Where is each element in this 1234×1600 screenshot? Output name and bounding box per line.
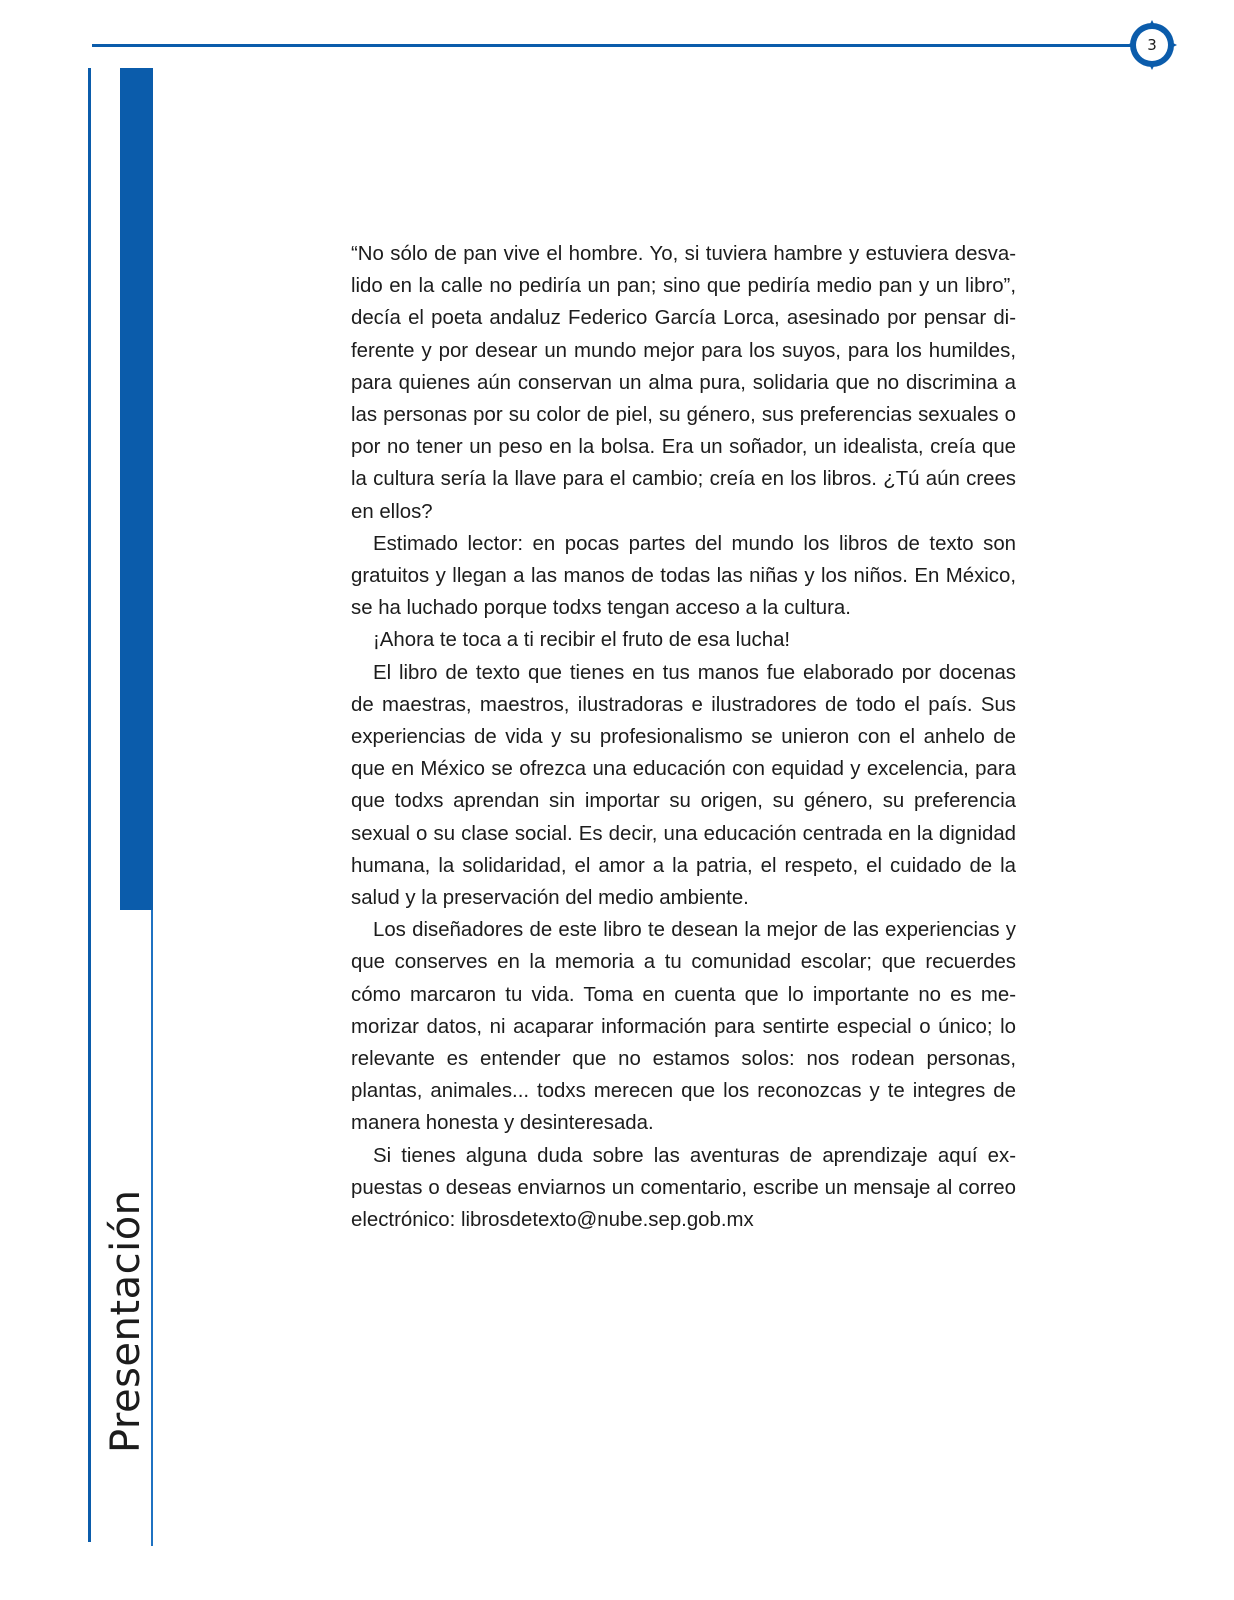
header-rule xyxy=(92,44,1132,47)
section-band-line xyxy=(151,910,153,1546)
section-color-band xyxy=(120,68,153,910)
paragraph: “No sólo de pan vive el hombre. Yo, si tuviera hambre y estuviera desvalido en la calle no pediría un pan; sino que pediría medio pan y un libro”, decía el poeta andaluz Federico García Lorca, asesinado por pensar diferente y por desear un mundo mejor para los suyos, para los humildes, para quienes aún conservan un alma pura, solidaria que no discrimina a las personas por su color de piel, su género, sus preferencias sexuales o por no tener un peso en la bolsa. Era un soñador, un idealista, creía que la cultura sería la llave para el cambio; creía en los libros. ¿Tú aún crees en ellos? xyxy=(351,243,1016,523)
paragraph: El libro de texto que tienes en tus manos fue elaborado por docenas de maestras, maestros, ilustradoras e ilustradores de todo el país. Sus experiencias de vida y su profesionalismo se unieron con el anhelo de que en México se ofrezca una educación con equidad y excelencia, para que todxs aprendan sin importar su origen, su género, su preferencia sexual o su clase social. Es decir, una educación centrada en la dignidad humana, la solidaridad, el amor a la patria, el respeto, el cuidado de la salud y la preservación del medio ambiente. xyxy=(351,661,1016,910)
page-number: 3 xyxy=(1147,36,1157,54)
presentation-body xyxy=(351,238,1016,1236)
paragraph: ¡Ahora te toca a ti recibir el fruto de esa lucha! xyxy=(373,629,791,652)
paragraph: Los diseñadores de este libro te desean la mejor de las experiencias y que conserves en la memoria a tu comunidad escolar; que recuerdes cómo marcaron tu vida. Toma en cuenta que lo importante no es memorizar datos, ni acaparar información para sentirte especial o único; lo relevante es entender que no estamos solos: nos rodean personas, plantas, animales... todxs merecen que los reconozcas y te integres de manera honesta y desinteresada. xyxy=(351,919,1016,1135)
section-title-container xyxy=(103,1189,149,1453)
section-title: Presentación xyxy=(103,1189,149,1453)
paragraph: Estimado lector: en pocas partes del mundo los libros de texto son gratuitos y llegan a las manos de todas las niñas y los niños. En México, se ha luchado porque todxs tengan acceso a la cultura. xyxy=(351,532,1016,620)
paragraph: Si tienes alguna duda sobre las aventuras de aprendizaje aquí expuestas o deseas enviarnos un comentario, escribe un mensaje al correo electrónico: librosdetexto@nube.sep.gob.mx xyxy=(351,1144,1016,1232)
margin-rule xyxy=(88,68,91,1542)
